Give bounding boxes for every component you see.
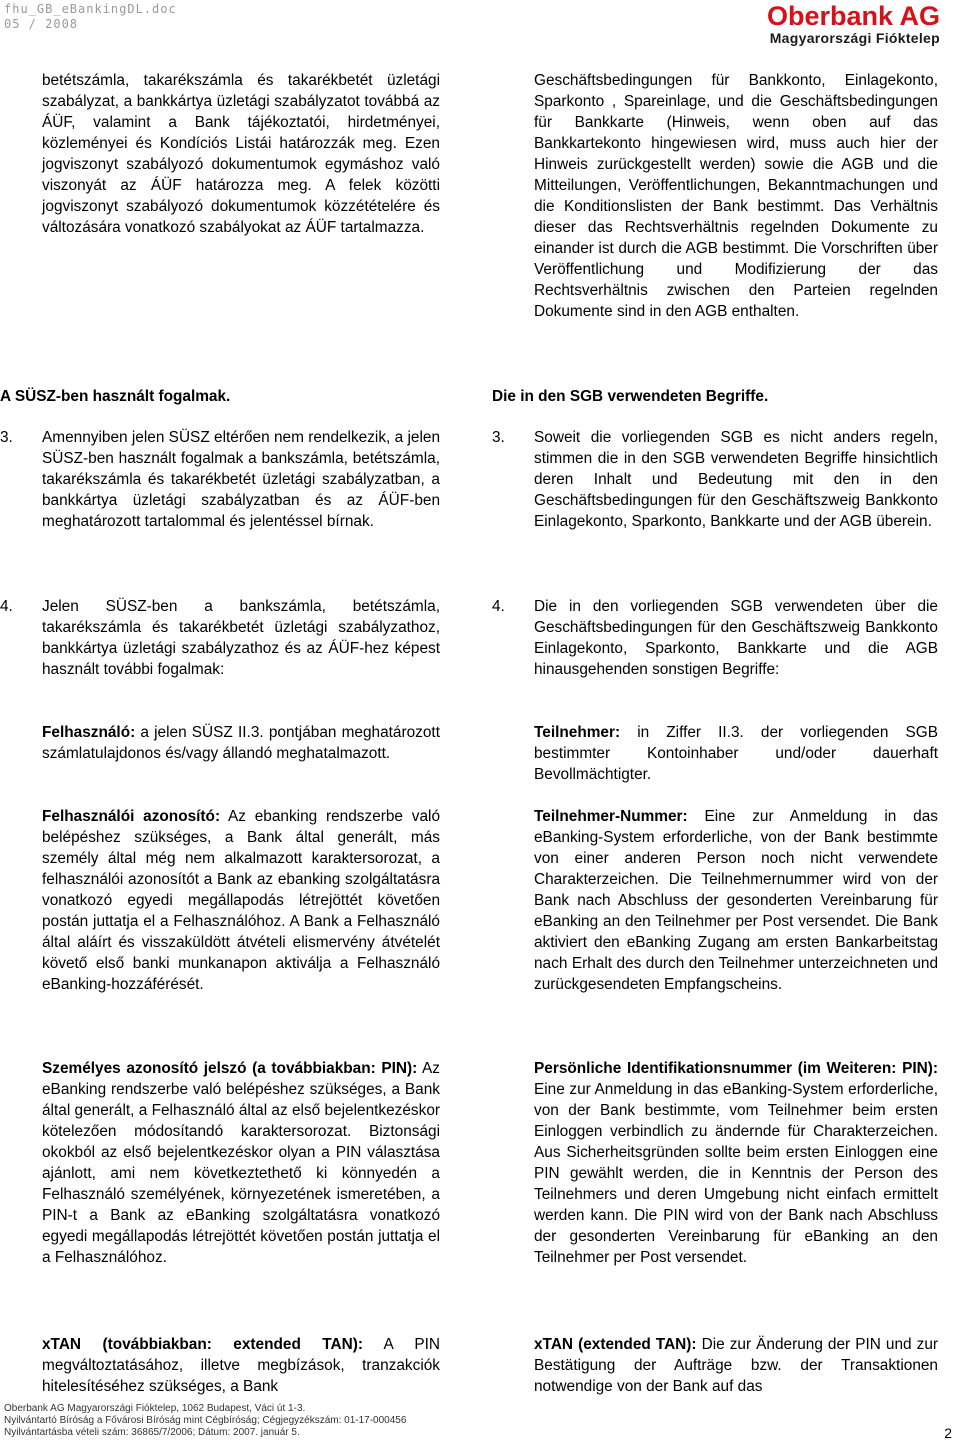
definition-term: Felhasználói azonosító:	[42, 808, 221, 825]
logo-subtitle: Magyarországi Fióktelep	[769, 30, 940, 46]
definition-term: Felhasználó:	[42, 724, 136, 741]
item-4-de	[492, 596, 938, 680]
definition-term: xTAN (extended TAN):	[534, 1336, 697, 1353]
item-4-hu	[0, 596, 440, 680]
item-text: Jelen SÜSZ-ben a bankszámla, betétszámla, takarékszámla és takarékbetét üzletági szabályzathoz, bankkártya üzletági szabályzathoz és az ÁÜF-hez képest használt további fogalmak:	[42, 598, 440, 678]
definition-text: Az eBanking rendszerbe való belépéshez szükséges, a Bank által generált, a Felhasználó által az első bejelentkezéskor kötelezően módosítandó karaktersorozat. Biztonsági okokból az első bejelentkezéskor olyan a PIN választása ajánlott, ami nem következtethető ki könnyedén a Felhasználó személyének, környezetének ismeretében, a PIN-t a Bank az eBanking szolgáltatásra vonatkozó egyedi megállapodás létrejöttét követően postán juttatja el a Felhasználóhoz.	[42, 1060, 441, 1266]
definition-pin-de	[534, 1058, 938, 1268]
definition-term: Persönliche Identifikationsnummer (im Weiteren: PIN):	[534, 1060, 938, 1077]
document-date: 05 / 2008	[4, 17, 79, 31]
definition-term: Teilnehmer:	[534, 724, 621, 741]
definition-text: Eine zur Anmeldung in das eBanking-System erforderliche, von der Bank bestimmte, vom Teilnehmer beim ersten Einloggen verbindlich zu ändernde für Charakterzeichen. Aus Sicherheitsgründen sollte beim ersten Einloggen eine PIN gewählt werden, die in Kenntnis der Person des Teilnehmers und deren Umgebung nicht einfach ermittelt werden kann. Die PIN wird von der Bank nach Abschluss der gesonderten Vereinbarung für eBanking an den Teilnehmer per Post versendet.	[534, 1081, 938, 1266]
definition-pin-hu	[42, 1058, 440, 1268]
footer-registry: Nyilvántartó Bíróság a Fővárosi Bíróság mint Cégbíróság; Cégjegyzékszám: 01-17-000456	[4, 1415, 407, 1426]
item-text: Die in den vorliegenden SGB verwendeten über die Geschäftsbedingungen für den Geschäftszweig Bankkonto Einlagekonto, Sparkonto, Bankkarte und die AGB hinausgehenden sonstigen Begriffe:	[534, 598, 938, 678]
section-title-hu: A SÜSZ-ben használt fogalmak.	[0, 388, 231, 405]
item-number: 3.	[0, 429, 13, 446]
item-3-de	[492, 427, 938, 532]
intro-paragraph-de: Geschäftsbedingungen für Bankkonto, Einlagekonto, Sparkonto , Spareinlage, und die Geschäftsbedingungen für Bankkarte (Hinweis, wenn oben auf das Bankkartekonto hingewiesen wird, muss auch hier der Hinweis zurückgestellt werden) sowie die AGB und die Mitteilungen, Veröffentlichungen, Bekanntmachungen und die Konditionslisten der Bank bestimmt. Das Verhältnis dieser das Rechtsverhältnis regelnden Dokumente zu einander ist durch die AGB bestimmt. Die Vorschriften über Veröffentlichung und Modifizierung der das Rechtsverhältnis zwischen den Parteien regelnden Dokumente sind in den AGB enthalten.	[534, 72, 938, 320]
definition-felhasznalo	[42, 722, 440, 764]
definition-term: Személyes azonosító jelszó (a továbbiakban: PIN):	[42, 1060, 418, 1077]
definition-teilnehmer	[534, 722, 938, 785]
item-3-hu	[0, 427, 440, 532]
definition-text: a jelen SÜSZ II.3. pontjában meghatározott számlatulajdonos és/vagy állandó meghatalmazott.	[42, 724, 440, 762]
footer-address: Oberbank AG Magyarországi Fióktelep, 1062 Budapest, Váci út 1-3.	[4, 1403, 306, 1414]
definition-felhasznaloi-azonosito	[42, 806, 440, 995]
definition-text: Die zur Änderung der PIN und zur Bestätigung der Aufträge bzw. der Transaktionen notwendige von der Bank auf das	[534, 1336, 938, 1395]
oberbank-logo	[767, 2, 940, 46]
definition-text: A PIN megváltoztatásához, illetve megbízások, tranzakciók hitelesítéséhez szükséges, a Bank	[42, 1336, 440, 1395]
intro-paragraph-hu: betétszámla, takarékszámla és takarékbetét üzletági szabályzat, a bankkártya üzletági szabályzatot továbbá az ÁÜF, valamint a Bank tájékoztatói, hirdetményei, közleményei és Kondíciós Listái határozzák meg. Ezen jogviszonyt szabályozó dokumentumok egymáshoz való viszonyát az ÁÜF határozza meg. A felek közötti jogviszonyt szabályozó dokumentumok közzétételére és változására vonatkozó szabályokat az ÁÜF tartalmazza.	[42, 72, 440, 236]
definition-xtan-de	[534, 1334, 938, 1397]
item-text: Amennyiben jelen SÜSZ eltérően nem rendelkezik, a jelen SÜSZ-ben használt fogalmak a bankszámla, betétszámla, takarékszámla és takarékbetét üzletági szabályzatban, a bankkártya üzletági szabályzatban és az ÁÜF-ben meghatározott tartalommal és jelentéssel bírnak.	[42, 429, 440, 530]
file-name: fhu_GB_eBankingDL.doc	[4, 2, 177, 16]
definition-xtan-hu	[42, 1334, 440, 1397]
definition-term: xTAN (továbbiakban: extended TAN):	[42, 1336, 363, 1353]
item-number: 4.	[492, 598, 505, 615]
item-number: 3.	[492, 429, 505, 446]
section-title-de: Die in den SGB verwendeten Begriffe.	[492, 388, 769, 405]
definition-text: Az ebanking rendszerbe való belépéshez szükséges, a Bank által generált, más személy által még nem alkalmazott karaktersorozat, a felhasználói azonosítót a Bank az ebanking szolgáltatásra vonatkozó egyedi megállapodás létrejöttét követően postán juttatja el a Felhasználóhoz. A Bank a Felhasználó által aláírt és visszaküldött átvételi elismervény átvételét követő első banki munkanapon aktiválja a Felhasználó eBanking-hozzáférését.	[42, 808, 441, 993]
document-header	[4, 2, 177, 32]
definition-text: Eine zur Anmeldung in das eBanking-System erforderliche, von der Bank bestimmte von einer anderen Person noch nicht verwendete Charakterzeichen. Die Teilnehmernummer wird von der Bank nach Abschluss der gesonderten Vereinbarung für eBanking an den Teilnehmer per Post versendet. Die Bank aktiviert den eBanking Zugang am ersten Bankarbeitstag nach Erhalt des durch den Teilnehmer unterzeichneten und zurückgesendeten Empfangscheins.	[534, 808, 938, 993]
definition-teilnehmer-nummer	[534, 806, 938, 995]
logo-name: Oberbank AG	[766, 1, 940, 31]
item-number: 4.	[0, 598, 13, 615]
definition-term: Teilnehmer-Nummer:	[534, 808, 688, 825]
item-text: Soweit die vorliegenden SGB es nicht anders regeln, stimmen die in den SGB verwendeten Begriffe hinsichtlich deren Inhalt und Bedeutung mit den in den Geschäftsbedingungen für den Geschäftszweig Bankkonto Einlagekonto, Sparkonto, Bankkarte und der AGB überein.	[534, 429, 938, 530]
page-footer	[4, 1403, 406, 1439]
definition-text: in Ziffer II.3. der vorliegenden SGB bestimmter Kontoinhaber und/oder dauerhaft Bevollmächtigter.	[534, 724, 938, 783]
page-number: 2	[944, 1425, 952, 1441]
footer-registration: Nyilvántartásba vételi szám: 36865/7/2006; Dátum: 2007. január 5.	[4, 1427, 300, 1438]
